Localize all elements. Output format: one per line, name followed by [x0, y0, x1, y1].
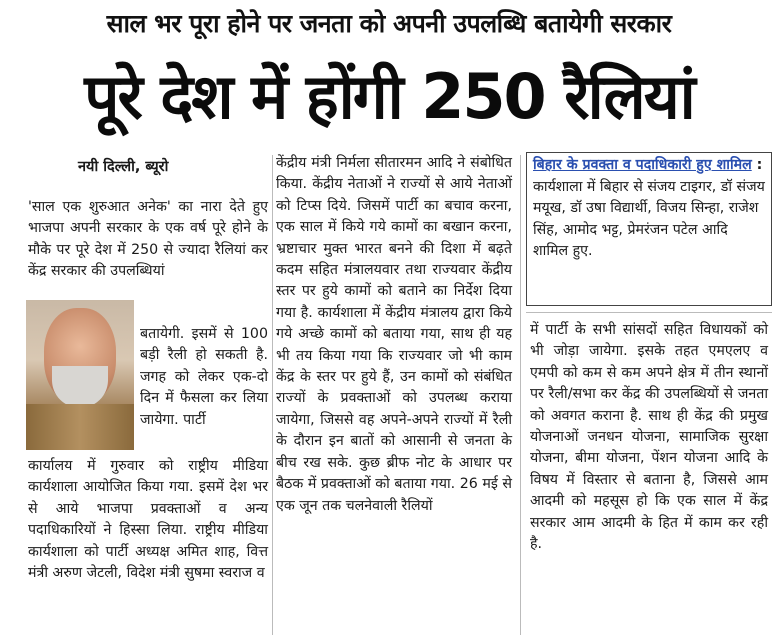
paragraph: केंद्रीय मंत्री निर्मला सीतारमन आदि ने संबोधित किया. केंद्रीय नेताओं ने राज्यों से आये नेताओं को टिप्स दिये. जिसमें पार्टी का बचाव करना, एक साल में किये गये कामों का बखान करना, भ्रष्टाचार मुक्त भारत बनने की दिशा में बढ़ते कदम सहित मंत्रालयवार तथा राज्यवार केंद्रीय स्तर पर हुये कामों को बताने का निर्देश दिया गया है. कार्यशाला में केंद्रीय मंत्रालय द्वारा किये गये अच्छे कामों को बताया गया, साथ ही यह भी तय किया गया कि राज्यवार जो भी काम केंद्र के स्तर पर हुये हैं, उन कामों को संबंधित राज्यों के प्रवक्ताओं को उपलब्ध कराया जायेगा, जिससे वह अपने-अपने राज्यों में रैली के दौरान इन बातों को आसानी से जनता के बीच रख सके. कुछ ब्रीफ नोट के आधार पर बैठक में प्रवक्ताओं को बताया गया. 26 मई से एक जून तक चलनेवाली रैलियों: [276, 155, 512, 514]
paragraph: कार्यालय में गुरुवार को राष्ट्रीय मीडिया कार्यशाला आयोजित किया गया. इसमें देश भर से आये भाजपा प्रवक्ताओं व अन्य पदाधिकारियों ने हिस्सा लिया. राष्ट्रीय मीडिया कार्यशाला को पार्टी अध्यक्ष अमित शाह, वित्त मंत्री अरुण जेटली, विदेश मंत्री सुषमा स्वराज व: [28, 458, 268, 582]
leader-photo: [26, 300, 134, 450]
dateline: नयी दिल्ली, ब्यूरो: [78, 159, 169, 175]
column-2: [276, 153, 512, 517]
column-divider: [520, 155, 521, 635]
box-colon: :: [751, 157, 763, 173]
column-1-bottom: [28, 456, 268, 584]
box-body: कार्यशाला में बिहार से संजय टाइगर, डॉ संजय मयूख, डॉ उषा विद्यार्थी, विजय सिन्हा, राजेश सिंह, आमोद भट्ट, प्रेमरंजन पटेल आदि शामिल हुए.: [533, 178, 765, 260]
kicker-line: साल भर पूरा होने पर जनता को अपनी उपलब्धि बतायेगी सरकार: [106, 9, 672, 38]
column-divider: [272, 155, 273, 635]
headline: पूरे देश में होंगी 250 रैलियां: [84, 60, 694, 133]
column-3-bottom: [530, 320, 768, 555]
box-title: बिहार के प्रवक्ता व पदाधिकारी हुए शामिल: [533, 157, 752, 173]
paragraph: में पार्टी के सभी सांसदों सहित विधायकों को भी जोड़ा जायेगा. इसके तहत एमएलए व एमपी को कम से कम अपने क्षेत्र में तीन स्थानों पर रैली/सभा कर केंद्र की उपलब्धियों से जनता को अवगत कराना है. साथ ही केंद्र की प्रमुख योजनाओं जनधन योजना, सामाजिक सुरक्षा योजना, बीमा योजना, पेंशन योजना आदि के विषय में विस्तार से बताना है, जिससे आम आदमी को महसूस हो कि एक साल में केंद्र सरकार आम आदमी के हित में काम कर रही है.: [530, 322, 768, 553]
paragraph: बतायेगी. इसमें से 100 बड़ी रैली हो सकती है. जगह को लेकर एक-दो दिन में फैसला कर लिया जायेगा. पार्टी: [140, 326, 268, 428]
paragraph: 'साल एक शुरुआत अनेक' का नारा देते हुए भाजपा अपनी सरकार के एक वर्ष पूरे होने के मौके पर पूरे देश में 250 से ज्यादा रैलियां कर केंद्र सरकार की उपलब्धियां: [28, 199, 268, 280]
section-divider: [526, 312, 772, 313]
column-1-wrap: [140, 324, 268, 431]
column-1-top: [28, 197, 268, 283]
sidebar-box: [526, 152, 772, 306]
